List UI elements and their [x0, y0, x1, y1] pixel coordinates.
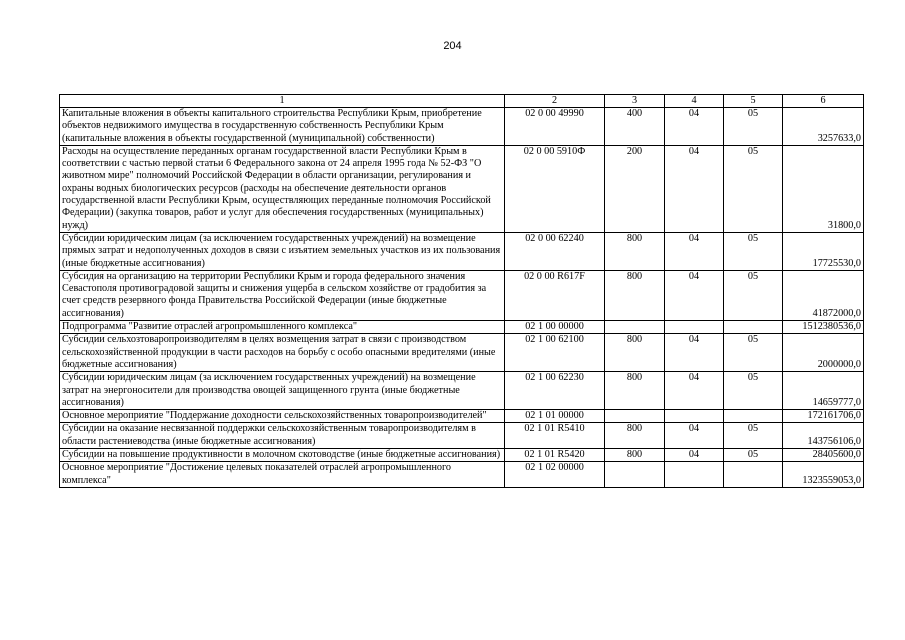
table-row — [60, 145, 864, 232]
row-code: 02 1 00 00000 — [505, 321, 605, 334]
row-sum: 28405600,0 — [783, 449, 864, 462]
row-code: 02 1 00 62100 — [505, 334, 605, 372]
row-sum: 17725530,0 — [783, 232, 864, 270]
row-subsection: 05 — [724, 232, 783, 270]
header-col-4: 4 — [665, 95, 724, 108]
row-section: 04 — [665, 334, 724, 372]
row-name: Капитальные вложения в объекты капитального строительства Республики Крым, приобретение объектов недвижимого имущества в государственную собственность Республики Крым (капитальные вложения в объекты государственной (муниципальной) собственности) — [60, 108, 505, 146]
table-row — [60, 423, 864, 449]
row-section — [665, 462, 724, 488]
row-sum: 143756106,0 — [783, 423, 864, 449]
row-name: Субсидии на повышение продуктивности в молочном скотоводстве (иные бюджетные ассигнования) — [60, 449, 505, 462]
row-section: 04 — [665, 108, 724, 146]
row-sum: 14659777,0 — [783, 372, 864, 410]
row-name: Расходы на осуществление переданных органам государственной власти Республики Крым в соответствии с частью первой статьи 6 Федерального закона от 24 апреля 1995 года № 52-ФЗ "О животном мире" полномочий Российской Федерации в области организации, регулирования и охраны водных биологических ресурсов (расходы на обеспечение деятельности органов государственной власти Республики Крым, осуществляющих переданные полномочия Российской Федерации) (закупка товаров, работ и услуг для обеспечения государственных (муниципальных) нужд) — [60, 145, 505, 232]
row-section — [665, 410, 724, 423]
row-code: 02 0 00 49990 — [505, 108, 605, 146]
table-row — [60, 462, 864, 488]
row-expense-type: 200 — [605, 145, 665, 232]
row-name: Субсидии юридическим лицам (за исключением государственных учреждений) на возмещение затрат на энергоносители для производства овощей защищенного грунта (иные бюджетные ассигнования) — [60, 372, 505, 410]
row-expense-type — [605, 462, 665, 488]
table-row — [60, 232, 864, 270]
row-name: Субсидии сельхозтоваропроизводителям в целях возмещения затрат в связи с производством сельскохозяйственной продукции в части расходов на борьбу с особо опасными вредителями (иные бюджетные ассигнования) — [60, 334, 505, 372]
row-subsection: 05 — [724, 334, 783, 372]
row-code: 02 1 01 00000 — [505, 410, 605, 423]
row-section: 04 — [665, 372, 724, 410]
table-header — [60, 95, 864, 108]
row-code: 02 0 00 62240 — [505, 232, 605, 270]
header-row — [60, 95, 864, 108]
budget-table — [59, 94, 864, 488]
row-section: 04 — [665, 270, 724, 320]
row-subsection: 05 — [724, 449, 783, 462]
row-code: 02 0 00 5910Ф — [505, 145, 605, 232]
row-subsection: 05 — [724, 145, 783, 232]
table-row — [60, 449, 864, 462]
row-code: 02 0 00 R617F — [505, 270, 605, 320]
row-name: Субсидии на оказание несвязанной поддержки сельскохозяйственным товаропроизводителям в области растениеводства (иные бюджетные ассигнования) — [60, 423, 505, 449]
header-col-1: 1 — [60, 95, 505, 108]
row-sum: 2000000,0 — [783, 334, 864, 372]
row-expense-type — [605, 321, 665, 334]
table-row — [60, 372, 864, 410]
row-name: Субсидия на организацию на территории Республики Крым и города федерального значения Севастополя противоградовой защиты и снижения ущерба в сельском хозяйстве от градобития за счет средств резервного фонда Правительства Российской Федерации (иные бюджетные ассигнования) — [60, 270, 505, 320]
row-code: 02 1 01 R5420 — [505, 449, 605, 462]
row-section — [665, 321, 724, 334]
row-sum: 1323559053,0 — [783, 462, 864, 488]
row-subsection: 05 — [724, 372, 783, 410]
header-col-3: 3 — [605, 95, 665, 108]
row-sum: 1512380536,0 — [783, 321, 864, 334]
header-col-6: 6 — [783, 95, 864, 108]
row-expense-type: 800 — [605, 270, 665, 320]
page-number: 204 — [443, 40, 462, 52]
row-expense-type: 800 — [605, 449, 665, 462]
row-expense-type: 800 — [605, 372, 665, 410]
row-subsection: 05 — [724, 270, 783, 320]
row-expense-type: 800 — [605, 232, 665, 270]
row-subsection — [724, 410, 783, 423]
header-col-5: 5 — [724, 95, 783, 108]
row-name: Субсидии юридическим лицам (за исключением государственных учреждений) на возмещение прямых затрат и недополученных доходов в связи с изъятием земельных участков из их пользования (иные бюджетные ассигнования) — [60, 232, 505, 270]
row-expense-type: 800 — [605, 334, 665, 372]
row-sum: 31800,0 — [783, 145, 864, 232]
row-expense-type: 800 — [605, 423, 665, 449]
table-row — [60, 410, 864, 423]
row-name: Основное мероприятие "Поддержание доходности сельскохозяйственных товаропроизводителей" — [60, 410, 505, 423]
table-row — [60, 321, 864, 334]
row-subsection: 05 — [724, 108, 783, 146]
table-row — [60, 270, 864, 320]
table-row — [60, 108, 864, 146]
table-body — [60, 108, 864, 488]
row-expense-type — [605, 410, 665, 423]
row-code: 02 1 02 00000 — [505, 462, 605, 488]
row-code: 02 1 00 62230 — [505, 372, 605, 410]
row-section: 04 — [665, 145, 724, 232]
row-name: Подпрограмма "Развитие отраслей агропромышленного комплекса" — [60, 321, 505, 334]
row-sum: 172161706,0 — [783, 410, 864, 423]
row-section: 04 — [665, 423, 724, 449]
row-code: 02 1 01 R5410 — [505, 423, 605, 449]
row-subsection — [724, 321, 783, 334]
row-subsection — [724, 462, 783, 488]
row-section: 04 — [665, 449, 724, 462]
row-section: 04 — [665, 232, 724, 270]
table-row — [60, 334, 864, 372]
row-sum: 3257633,0 — [783, 108, 864, 146]
row-expense-type: 400 — [605, 108, 665, 146]
row-sum: 41872000,0 — [783, 270, 864, 320]
row-subsection: 05 — [724, 423, 783, 449]
row-name: Основное мероприятие "Достижение целевых показателей отраслей агропромышленного комплекса" — [60, 462, 505, 488]
header-col-2: 2 — [505, 95, 605, 108]
